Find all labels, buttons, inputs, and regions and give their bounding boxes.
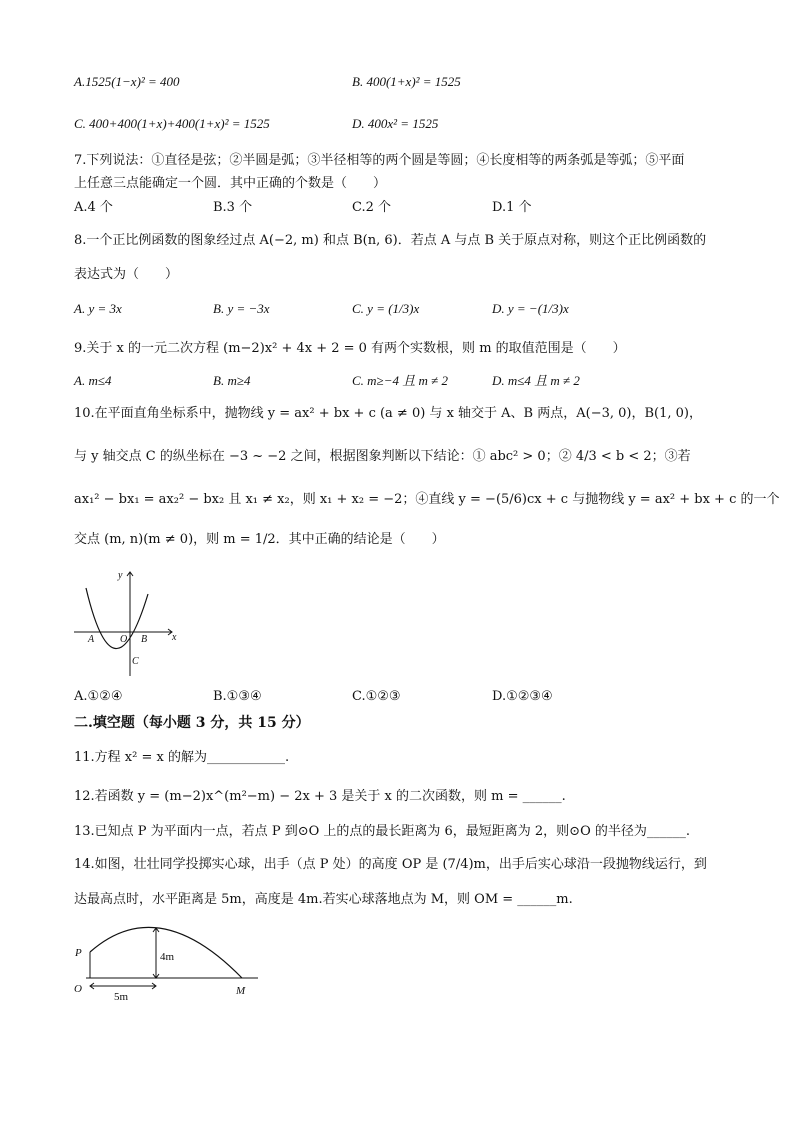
q10-option-c: C.①②③ <box>352 689 401 704</box>
q9-option-a: A. m≤4 <box>74 373 112 388</box>
q14-distance-label: 5m <box>114 991 129 1003</box>
q10-option-b: B.①③④ <box>213 689 262 704</box>
q7-stem-line1: 7.下列说法：①直径是弦；②半圆是弧；③半径相等的两个圆是等圆；④长度相等的两条弧是等弧；⑤平面 <box>74 153 685 168</box>
q10-parabola-graph <box>74 566 184 678</box>
q14-point-m-label: M <box>236 985 246 997</box>
q14-point-p-label: P <box>75 947 82 959</box>
q10-graph-o-label: O <box>120 634 128 645</box>
q10-stem-line4: 交点 (m, n)(m ≠ 0)，则 m = 1/2．其中正确的结论是（ ） <box>74 532 445 547</box>
q9-stem: 9.关于 x 的一元二次方程 (m−2)x² + 4x + 2 = 0 有两个实数根，则 m 的取值范围是（ ） <box>74 341 626 356</box>
q7-stem-line2: 上任意三点能确定一个圆．其中正确的个数是（ ） <box>74 176 387 191</box>
q6-option-b: B. 400(1+x)² = 1525 <box>352 74 461 89</box>
q13-text: 13.已知点 P 为平面内一点，若点 P 到⊙O 上的点的最长距离为 6，最短距离为 2，则⊙O 的半径为______. <box>74 824 691 839</box>
q8-stem-line1: 8.一个正比例函数的图象经过点 A(−2, m) 和点 B(n, 6)．若点 A 与点 B 关于原点对称，则这个正比例函数的 <box>74 233 707 248</box>
section-title: 二.填空题（每小题 3 分，共 15 分） <box>74 715 310 731</box>
q8-stem-line2: 表达式为（ ） <box>74 267 179 282</box>
q10-graph-x-label: x <box>172 632 177 643</box>
q8-option-d: D. y = −(1/3)x <box>492 301 569 316</box>
q14-stem-line1: 14.如图，壮壮同学投掷实心球，出手（点 P 处）的高度 OP 是 (7/4)m，出手后实心球沿一段抛物线运行，到 <box>74 857 707 872</box>
q10-stem-line3: ax₁² − bx₁ = ax₂² − bx₂ 且 x₁ ≠ x₂，则 x₁ + x₂ = −2；④直线 y = −(5/6)cx + c 与抛物线 y = ax² + bx + c 的一个 <box>74 492 780 507</box>
q11-text: 11.方程 x² = x 的解为____________. <box>74 750 290 765</box>
q7-option-c: C.2 个 <box>352 200 392 215</box>
q7-option-b: B.3 个 <box>213 200 253 215</box>
q14-point-o-label: O <box>74 983 82 995</box>
q10-stem-line1: 10.在平面直角坐标系中，抛物线 y = ax² + bx + c (a ≠ 0) 与 x 轴交于 A、B 两点，A(−3, 0)，B(1, 0)， <box>74 406 702 421</box>
q6-option-a: A.1525(1−x)² = 400 <box>74 74 180 89</box>
q10-graph-b-label: B <box>141 634 148 645</box>
q10-graph-c-label: C <box>132 656 139 667</box>
q9-option-b: B. m≥4 <box>213 373 251 388</box>
q8-option-b: B. y = −3x <box>213 301 270 316</box>
q10-option-a: A.①②④ <box>74 689 123 704</box>
q10-stem-line2: 与 y 轴交点 C 的纵坐标在 −3 ~ −2 之间，根据图象判断以下结论：① abc² > 0；② 4/3 < b < 2；③若 <box>74 449 691 464</box>
q9-option-d: D. m≤4 且 m ≠ 2 <box>492 373 580 388</box>
q7-option-a: A.4 个 <box>74 200 113 215</box>
q14-stem-line2: 达最高点时，水平距离是 5m，高度是 4m.若实心球落地点为 M，则 OM = ______m. <box>74 892 573 907</box>
q7-option-d: D.1 个 <box>492 200 532 215</box>
q9-option-c: C. m≥−4 且 m ≠ 2 <box>352 373 448 388</box>
q12-text: 12.若函数 y = (m−2)x^(m²−m) − 2x + 3 是关于 x 的二次函数，则 m = ______. <box>74 789 566 804</box>
q14-trajectory-figure <box>72 918 262 1006</box>
q8-option-a: A. y = 3x <box>74 301 122 316</box>
q10-graph-y-label: y <box>118 570 123 581</box>
q10-option-d: D.①②③④ <box>492 689 553 704</box>
q6-option-c: C. 400+400(1+x)+400(1+x)² = 1525 <box>74 116 270 131</box>
q10-graph-a-label: A <box>88 634 95 645</box>
q6-option-d: D. 400x² = 1525 <box>352 116 439 131</box>
q8-option-c: C. y = (1/3)x <box>352 301 420 316</box>
q14-height-label: 4m <box>160 951 175 963</box>
